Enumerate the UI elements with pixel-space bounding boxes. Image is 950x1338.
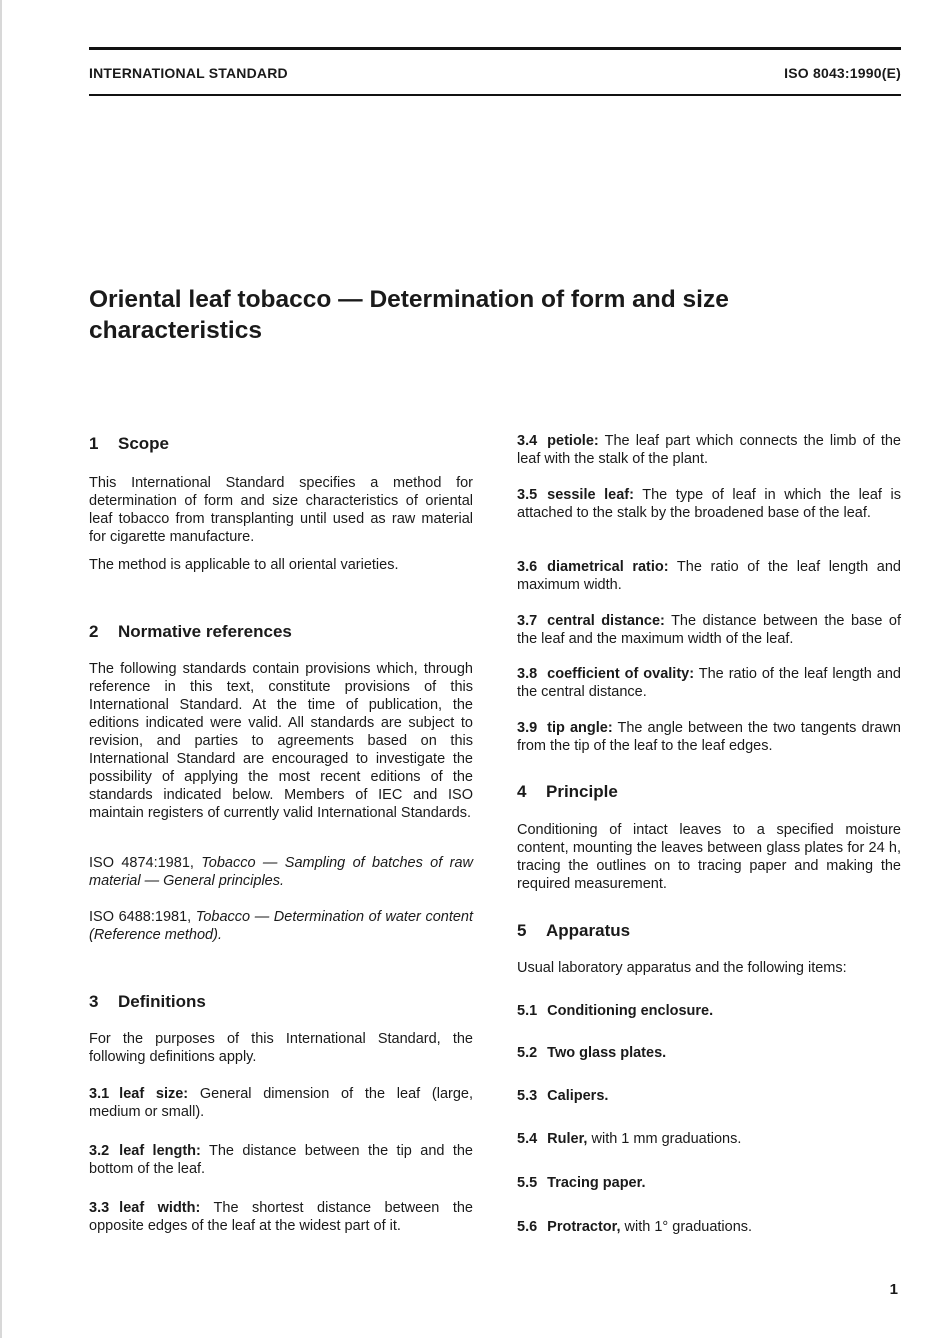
definitions-intro: For the purposes of this International Standard, the following definitions apply.	[89, 1031, 473, 1065]
apparatus-item-protractor: 5.6 Protractor, with 1° graduations.	[517, 1219, 753, 1235]
title-line-2: characteristics	[89, 317, 262, 344]
section-scope-heading: 1 Scope	[89, 434, 170, 453]
normative-references-paragraph: The following standards contain provisions which, through reference in this text, constitute provisions of this International Standard. At the time of publication, the editions indicated were valid. All standards are subject to revision, and parties to agreements based on this International Standard are encouraged to investigate the possibility of applying the most recent editions of the standards indicated below. Members of IEC and ISO maintain registers of currently valid International Standards.	[89, 661, 473, 821]
apparatus-item-calipers: 5.3 Calipers.	[517, 1088, 609, 1104]
reference-iso-4874: ISO 4874:1981, Tobacco — Sampling of batches of raw material — General principles.	[89, 855, 474, 889]
page-number: 1	[889, 1281, 898, 1298]
definition-diametrical-ratio: 3.6 diametrical ratio: The ratio of the leaf length and maximum width.	[517, 559, 901, 593]
definition-tip-angle: 3.9 tip angle: The angle between the two tangents drawn from the tip of the leaf to the leaf edges.	[517, 720, 901, 754]
section-principle-heading: 4 Principle	[517, 782, 618, 801]
document-type-label: INTERNATIONAL STANDARD	[89, 65, 288, 81]
definition-petiole: 3.4 petiole: The leaf part which connects the limb of the leaf with the stalk of the plant.	[517, 433, 901, 467]
definition-leaf-width: 3.3 leaf width: The shortest distance between the opposite edges of the leaf at the widest part of it.	[89, 1200, 473, 1234]
scope-paragraph: This International Standard specifies a method for determination of form and size characteristics of oriental leaf tobacco from transplanting until used as raw material for cigarette manufacture.	[89, 475, 473, 545]
header-top-rule	[89, 47, 901, 50]
section-definitions-heading: 3 Definitions	[89, 992, 206, 1011]
reference-iso-6488: ISO 6488:1981, Tobacco — Determination of water content (Reference method).	[89, 909, 474, 943]
scan-edge	[0, 0, 2, 1338]
apparatus-item-glass-plates: 5.2 Two glass plates.	[517, 1045, 667, 1061]
principle-paragraph: Conditioning of intact leaves to a specified moisture content, mounting the leaves between glass plates for 24 h, tracing the outlines on to tracing paper and making the required measurement.	[517, 822, 901, 892]
definition-leaf-length: 3.2 leaf length: The distance between the tip and the bottom of the leaf.	[89, 1143, 473, 1177]
apparatus-item-tracing-paper: 5.5 Tracing paper.	[517, 1175, 646, 1191]
document-title	[89, 284, 849, 346]
definition-coefficient-of-ovality: 3.8 coefficient of ovality: The ratio of the leaf length and the central distance.	[517, 666, 901, 700]
standard-number-label: ISO 8043:1990(E)	[784, 65, 901, 81]
apparatus-item-conditioning-enclosure: 5.1 Conditioning enclosure.	[517, 1003, 714, 1019]
title-line-1: Oriental leaf tobacco — Determination of form and size	[89, 286, 729, 313]
definition-sessile-leaf: 3.5 sessile leaf: The type of leaf in which the leaf is attached to the stalk by the broadened base of the leaf.	[517, 487, 901, 521]
apparatus-item-ruler: 5.4 Ruler, with 1 mm graduations.	[517, 1131, 742, 1147]
definition-leaf-size: 3.1 leaf size: General dimension of the leaf (large, medium or small).	[89, 1086, 473, 1120]
header-bottom-rule	[89, 94, 901, 96]
scope-applicability: The method is applicable to all oriental varieties.	[89, 557, 399, 573]
section-apparatus-heading: 5 Apparatus	[517, 921, 631, 940]
section-normative-references-heading: 2 Normative references	[89, 622, 292, 641]
definition-central-distance: 3.7 central distance: The distance between the base of the leaf and the maximum width of the leaf.	[517, 613, 901, 647]
apparatus-intro: Usual laboratory apparatus and the following items:	[517, 960, 847, 976]
